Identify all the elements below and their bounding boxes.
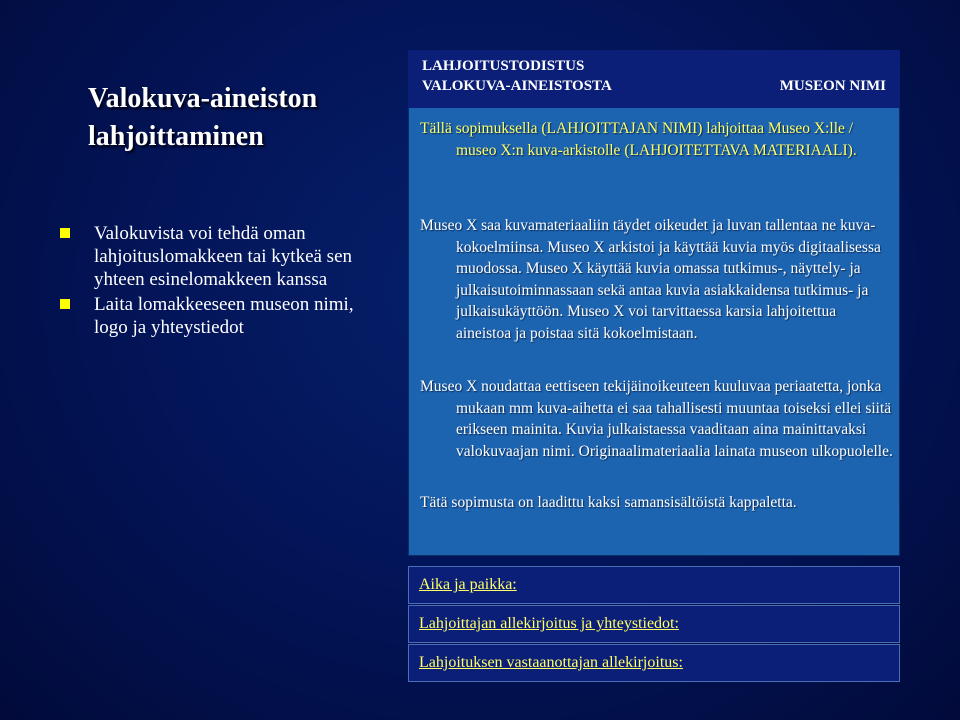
donor-signature-field[interactable] [408, 605, 900, 643]
form-paragraph-copies: Tätä sopimusta on laadittu kaksi samansisältöistä kappaletta. [420, 494, 797, 511]
museum-name-label: MUSEON NIMI [779, 78, 886, 94]
slide-title [88, 80, 388, 156]
form-header-title: LAHJOITUSTODISTUS [422, 58, 585, 74]
place-date-label: Aika ja paikka: [419, 576, 517, 593]
slide-title-line1: Valokuva-aineiston [88, 83, 318, 114]
form-header-subtitle: VALOKUVA-AINEISTOSTA [422, 78, 612, 94]
form-paragraph-ethics: Museo X noudattaa eettiseen tekijäinoikeuteen kuuluvaa periaatetta, jonka mukaan mm kuva-aihetta ei saa tahallisesti muuntaa toiseksi ellei siitä erikseen mainita. Kuvia julkaistaessa vaaditaan aina mainittavaksi valokuvaajan nimi. Originaalimateriaalia lainata museon ulkopuolelle. [420, 378, 893, 460]
square-bullet-icon [60, 299, 70, 309]
form-intro: Tällä sopimuksella (LAHJOITTAJAN NIMI) lahjoittaa Museo X:lle / museo X:n kuva-arkistolle (LAHJOITETTAVA MATERIAALI). [420, 120, 857, 159]
bullet-list [60, 222, 380, 341]
receiver-signature-label: Lahjoituksen vastaanottajan allekirjoitus: [419, 654, 683, 671]
form-header [408, 50, 900, 108]
bullet-text: Laita lomakkeeseen museon nimi, logo ja yhteystiedot [94, 294, 354, 338]
square-bullet-icon [60, 228, 70, 238]
receiver-signature-field[interactable] [408, 644, 900, 682]
bullet-text: Valokuvista voi tehdä oman lahjoituslomakkeen tai kytkeä sen yhteen esinelomakkeen kanssa [94, 223, 353, 290]
donor-signature-label: Lahjoittajan allekirjoitus ja yhteystiedot: [419, 615, 679, 632]
bullet-item [60, 293, 380, 339]
slide-title-line2: lahjoittaminen [88, 121, 264, 152]
bullet-item [60, 222, 380, 291]
place-date-field[interactable] [408, 566, 900, 604]
form-paragraph-rights: Museo X saa kuvamateriaaliin täydet oikeudet ja luvan tallentaa ne kuva-kokoelmiinsa. Museo X arkistoi ja käyttää kuvia myös digitaalisessa muodossa. Museo X käyttää kuvia omassa tutkimus-, näyttely- ja julkaisutoiminnassaan sekä antaa kuvia asiakkaidensa tutkimus- ja julkaisukäyttöön. Museo X voi tarvittaessa karsia lahjoitettua aineistoa ja poistaa sitä kokoelmistaan. [420, 217, 881, 342]
